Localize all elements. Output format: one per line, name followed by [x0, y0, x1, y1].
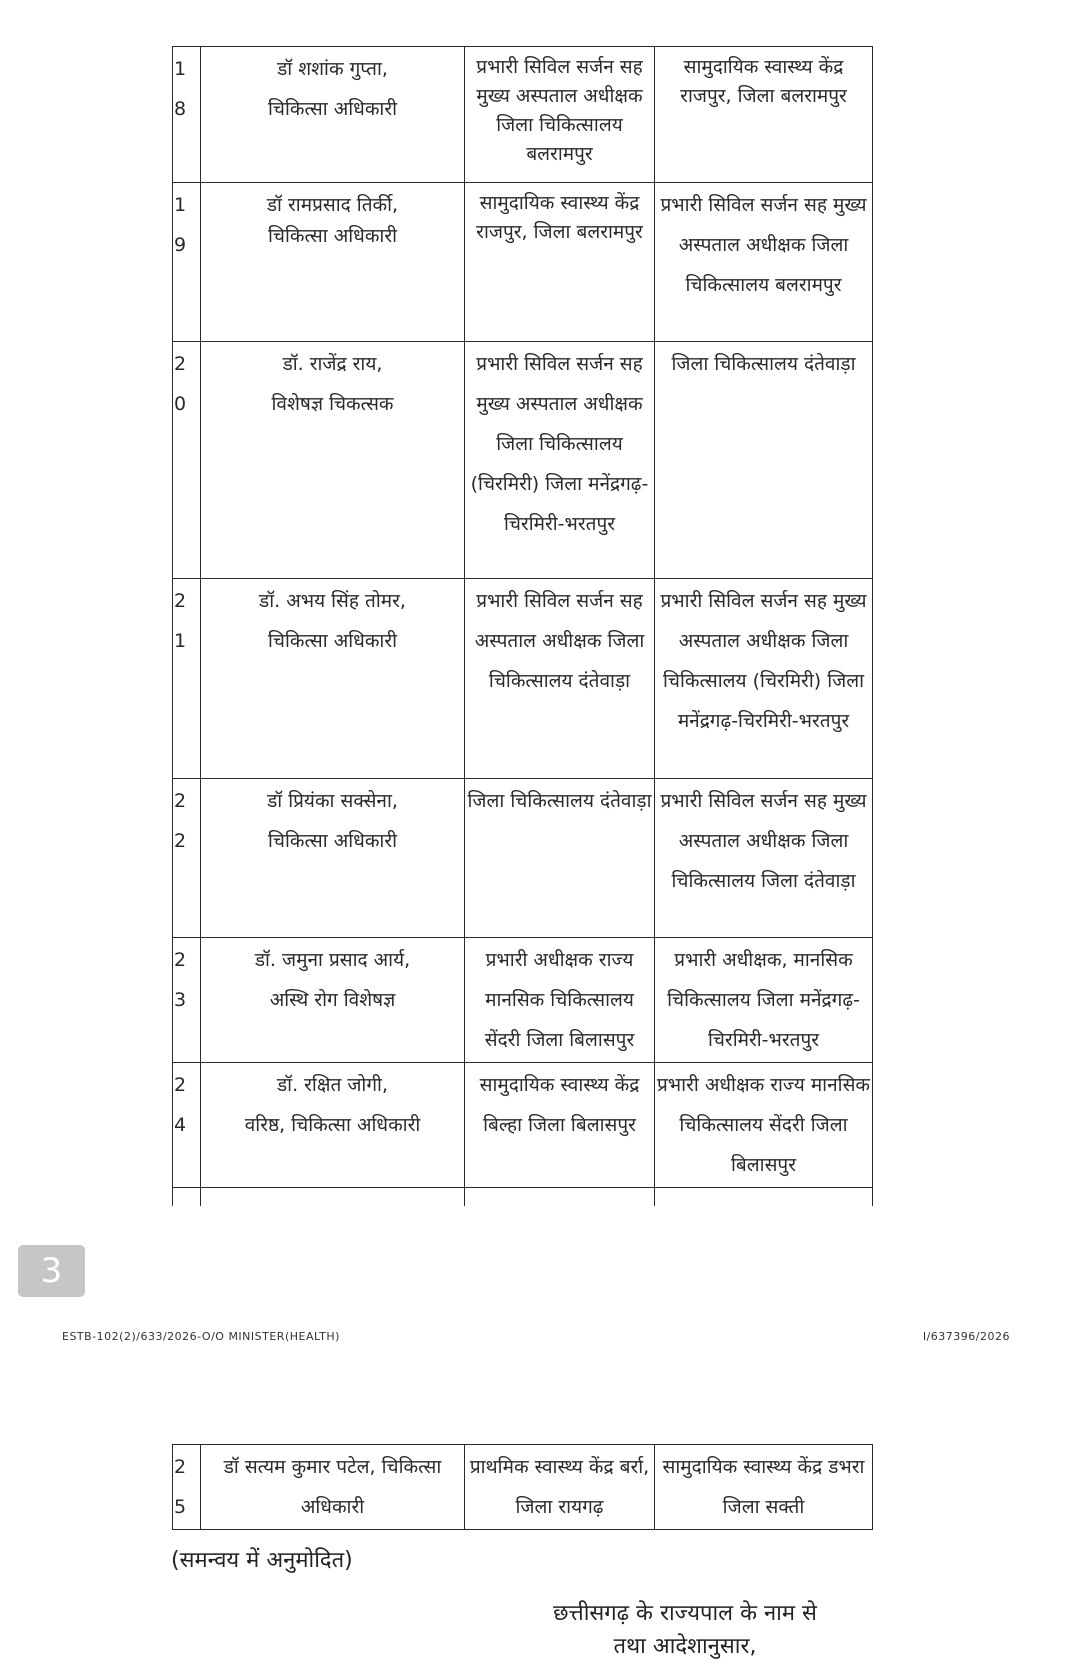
page-number-badge: 3 [18, 1245, 85, 1297]
current-posting: प्रभारी सिविल सर्जन सह मुख्य अस्पताल अधीक्षक जिला चिकित्सालय (चिरमिरी) जिला मनेंद्रगढ़-चिरमिरी-भरतपुर [465, 342, 655, 579]
transfer-table [172, 46, 873, 1206]
table-row [173, 938, 873, 1063]
table-row [173, 342, 873, 579]
table-row [173, 779, 873, 938]
signoff-line-2: तथा आदेशानुसार, [613, 1634, 757, 1659]
officer-cell [201, 47, 465, 183]
serial-number: 24 [173, 1063, 201, 1188]
new-posting: प्रभारी अधीक्षक, मानसिक चिकित्सालय जिला मनेंद्रगढ़-चिरमिरी-भरतपुर [655, 938, 873, 1063]
serial-number: 23 [173, 938, 201, 1063]
officer-designation: विशेषज्ञ चिकत्सक [271, 393, 394, 415]
serial-number: 22 [173, 779, 201, 938]
transfer-table-continued [172, 1444, 873, 1530]
new-posting: प्रभारी सिविल सर्जन सह मुख्य अस्पताल अधीक्षक जिला चिकित्सालय जिला दंतेवाड़ा [655, 779, 873, 938]
current-posting: सामुदायिक स्वास्थ्य केंद्र बिल्हा जिला बिलासपुर [465, 1063, 655, 1188]
officer-cell [201, 1063, 465, 1188]
officer-name: डॉ शशांक गुप्ता, [277, 58, 388, 80]
officer-designation: अस्थि रोग विशेषज्ञ [269, 989, 396, 1011]
officer-cell [201, 183, 465, 342]
officer-designation: चिकित्सा अधिकारी [267, 830, 398, 852]
serial-number: 25 [173, 1445, 201, 1530]
table-row [173, 1063, 873, 1188]
current-posting: जिला चिकित्सालय दंतेवाड़ा [465, 779, 655, 938]
officer-designation: चिकित्सा अधिकारी [267, 225, 398, 247]
table-row [173, 183, 873, 342]
table-row [173, 1445, 873, 1530]
officer-designation: वरिष्ठ, चिकित्सा अधिकारी [244, 1114, 421, 1136]
officer-name: डॉ. जमुना प्रसाद आर्य, [254, 949, 411, 971]
new-posting: प्रभारी सिविल सर्जन सह मुख्य अस्पताल अधीक्षक जिला चिकित्सालय बलरामपुर [655, 183, 873, 342]
serial-number: 18 [173, 47, 201, 183]
new-posting: जिला चिकित्सालय दंतेवाड़ा [655, 342, 873, 579]
serial-number: 21 [173, 579, 201, 779]
current-posting: प्रभारी सिविल सर्जन सह मुख्य अस्पताल अधीक्षक जिला चिकित्सालय बलरामपुर [465, 47, 655, 183]
officer-name: डॉ रामप्रसाद तिर्की, [266, 194, 399, 216]
serial-number: 20 [173, 342, 201, 579]
officer-designation: चिकित्सा अधिकारी [267, 630, 398, 652]
new-posting: प्रभारी सिविल सर्जन सह मुख्य अस्पताल अधीक्षक जिला चिकित्सालय (चिरमिरी) जिला मनेंद्रगढ़-चिरमिरी-भरतपुर [655, 579, 873, 779]
current-posting: प्रभारी अधीक्षक राज्य मानसिक चिकित्सालय सेंदरी जिला बिलासपुर [465, 938, 655, 1063]
current-posting: सामुदायिक स्वास्थ्य केंद्र राजपुर, जिला बलरामपुर [465, 183, 655, 342]
officer-cell [201, 779, 465, 938]
officer-cell [201, 938, 465, 1063]
officer-name: डॉ. रक्षित जोगी, [276, 1074, 389, 1096]
document-number: I/637396/2026 [922, 1330, 1010, 1343]
officer-name: डॉ. राजेंद्र राय, [282, 353, 383, 375]
officer-name: डॉ सत्यम कुमार पटेल, चिकित्सा अधिकारी [201, 1445, 465, 1530]
officer-cell [201, 579, 465, 779]
serial-number: 19 [173, 183, 201, 342]
officer-designation: चिकित्सा अधिकारी [267, 98, 398, 120]
new-posting: सामुदायिक स्वास्थ्य केंद्र राजपुर, जिला बलरामपुर [655, 47, 873, 183]
signoff-line-1: छत्तीसगढ़ के राज्यपाल के नाम से [553, 1601, 817, 1626]
current-posting: प्राथमिक स्वास्थ्य केंद्र बर्रा, जिला रायगढ़ [465, 1445, 655, 1530]
table-row-stub [173, 1188, 873, 1207]
officer-name: डॉ प्रियंका सक्सेना, [267, 790, 398, 812]
officer-name: डॉ. अभय सिंह तोमर, [259, 590, 406, 612]
new-posting: प्रभारी अधीक्षक राज्य मानसिक चिकित्सालय सेंदरी जिला बिलासपुर [655, 1063, 873, 1188]
file-reference: ESTB-102(2)/633/2026-O/O MINISTER(HEALTH) [62, 1330, 340, 1343]
new-posting: सामुदायिक स्वास्थ्य केंद्र डभरा जिला सक्ती [655, 1445, 873, 1530]
table-row [173, 579, 873, 779]
officer-cell [201, 342, 465, 579]
table-row [173, 47, 873, 183]
approval-note: (समन्वय में अनुमोदित) [171, 1548, 353, 1573]
current-posting: प्रभारी सिविल सर्जन सह अस्पताल अधीक्षक जिला चिकित्सालय दंतेवाड़ा [465, 579, 655, 779]
signoff-block [520, 1597, 850, 1663]
